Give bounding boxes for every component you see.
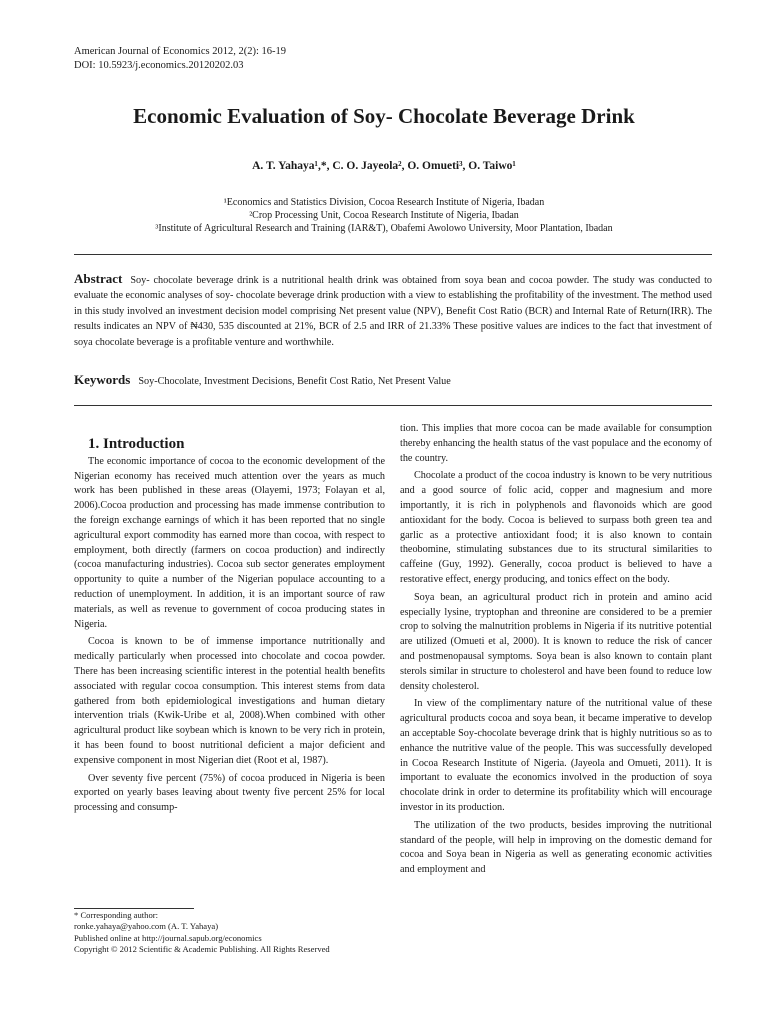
footnote-divider: [74, 908, 194, 909]
abstract-label: Abstract: [74, 271, 123, 286]
paragraph: tion. This implies that more cocoa can be made available for consumption thereby enhancing the health status of the vast populace and the economy of the country.: [400, 423, 712, 464]
left-column: [74, 437, 385, 819]
affiliation-1: ¹Economics and Statistics Division, Cocoa Research Institute of Nigeria, Ibadan: [223, 197, 545, 208]
keywords-divider: [74, 405, 712, 406]
paragraph: Over seventy five percent (75%) of cocoa produced in Nigeria is been exported on yearly bases leaving about twenty five percent 25% for local processing and consump-: [74, 772, 385, 814]
keywords-label: Keywords: [74, 372, 131, 387]
right-column: [400, 422, 712, 881]
doi: DOI: 10.5923/j.economics.20120202.03: [74, 60, 244, 71]
journal-header: [74, 45, 286, 73]
paragraph: The utilization of the two products, besides improving the nutritional standard of the people, will help in improving on the domestic demand for cocoa and Soya bean in Nigeria as well as generating economic activities and employment and: [400, 819, 712, 876]
keywords-text: Soy-Chocolate, Investment Decisions, Benefit Cost Ratio, Net Present Value: [138, 376, 451, 387]
abstract-text: Soy- chocolate beverage drink is a nutritional health drink was obtained from soya bean and cocoa powder. The study was conducted to evaluate the economic analyses of soy- chocolate beverage drink production with a view to establishing the profitability of the investment. The method used in this study involved an investment decision model comprising Net present value (NPV), Benefit Cost Ratio (BCR) and Internal Rate of Return(IRR). The results indicates an NPV of ₦430, 535 discounted at 21%, BCR of 2.5 and IRR of 21.33% These positive values are indices to the fact that investment of soya chocolate beverage is a profitable venture and worthwhile.: [74, 275, 712, 348]
affiliations: [0, 196, 768, 235]
author-list: A. T. Yahaya¹,*, C. O. Jayeola², O. Omueti³, O. Taiwo¹: [252, 160, 516, 172]
abstract: [74, 271, 712, 350]
published-online: Published online at http://journal.sapub.org/economics: [74, 932, 262, 943]
affiliation-3: ³Institute of Agricultural Research and Training (IAR&T), Obafemi Awolowo University, Moor Plantation, Ibadan: [155, 223, 613, 234]
paragraph: Chocolate a product of the cocoa industry is known to be very nutritious and a good source of folic acid, copper and magnesium and more importantly, it is rich in polyphenols and flavonoids which are good antioxidant for the body. Cocoa is believed to surpass both green tea and garlic as a protective antioxidant food; it is also known to contain theobomine, stimulating substances due to its structural similarities to caffeine (Guy, 1992). Generally, cocoa product is believed to have a restorative effect, energy producing, and tonics effect on the body.: [400, 470, 712, 585]
paragraph: In view of the complimentary nature of the nutritional value of these agricultural products cocoa and soya bean, it became imperative to develop an acceptable Soy-chocolate beverage drink that is highly nutritious so as to enhance the nutritive value of the people. This was successfully developed in Cocoa Research Institute of Nigeria. (Jayeola and Omueti, 2011). It is important to evaluate the economics involved in the production of soya chocolate drink in order to determine its profitability which will encourage investor in its production.: [400, 698, 712, 813]
author-email: ronke.yahaya@yahoo.com (A. T. Yahaya): [74, 921, 219, 932]
section-heading-introduction: 1. Introduction: [88, 436, 185, 452]
journal-citation: American Journal of Economics 2012, 2(2): 16-19: [74, 46, 286, 57]
paragraph: Cocoa is known to be of immense importance nutritionally and medically particularly when processed into chocolate and cocoa powder. There has been increasing scientific interest in the potential health benefits associated with regular cocoa consumption. This interest stems from data gathered from both epidemiological investigations and human dietary intervention trials (Kwik-Uribe et al, 2008).When combined with other agricultural product like soybean which is known to be very rich in protein, it has been found to boost nutritional deficient a major deficient and expensive component in most Nigerian diet (Root et al, 1987).: [74, 636, 385, 766]
footnote: [74, 910, 330, 956]
copyright: Copyright © 2012 Scientific & Academic Publishing. All Rights Reserved: [74, 944, 330, 955]
keywords: [74, 372, 712, 388]
paper-title: Economic Evaluation of Soy- Chocolate Beverage Drink: [133, 104, 635, 128]
paragraph: The economic importance of cocoa to the economic development of the Nigerian economy has received much attention over the years as much work has been published in these areas (Olayemi, 1973; Folayan et al, 2006).Cocoa production and processing has made immense contribution to the foreign exchange earnings of which it has been reported that no single agricultural export commodity has earned more than cocoa, with respect to employment, both directly (farmers on cocoa production) and indirectly (cocoa manufacturing industries). Cocoa sub sector generates employment opportunity to quite a number of the Nigerian populace accounting to a reduction of unemployment. In addition, it is an important source of raw materials, as well as revenue to government of cocoa producing states in Nigeria.: [74, 455, 385, 630]
top-divider: [74, 254, 712, 255]
paragraph: Soya bean, an agricultural product rich in protein and amino acid especially lysine, tryptophan and threonine are considered to be a premier crop to solving the malnutrition problems in Nigeria if its nutritive potential are utilized (Omueti et al, 2000). It is known to reduce the risk of cancer and postmenopausal symptoms. Soya bean is also known to contain plant sterols similar in structure to cholesterol and have been found to reduce low density cholesterol.: [400, 591, 712, 692]
corresponding-author-label: * Corresponding author:: [74, 910, 159, 920]
affiliation-2: ²Crop Processing Unit, Cocoa Research Institute of Nigeria, Ibadan: [249, 210, 519, 221]
